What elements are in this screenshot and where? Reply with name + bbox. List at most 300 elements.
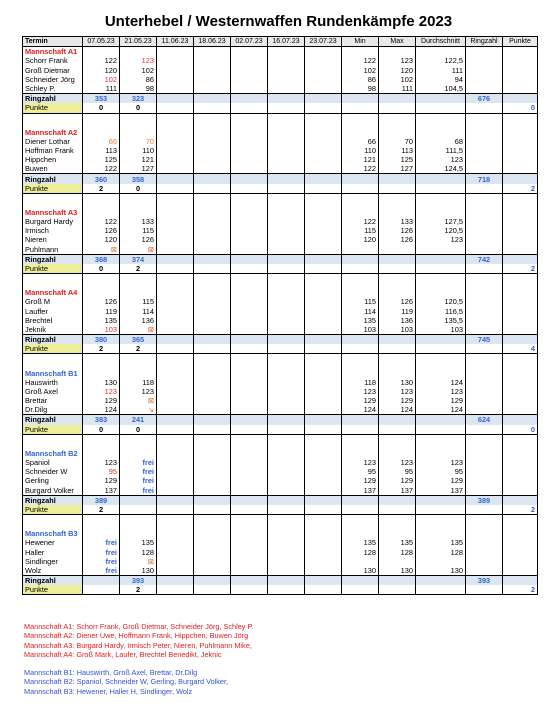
empty-cell [120, 274, 157, 289]
empty-cell [305, 449, 342, 458]
score-round-2: 115 [120, 297, 157, 306]
empty-cell [194, 434, 231, 449]
ringzahl-row [23, 174, 538, 184]
team-name: Mannschaft B2 [23, 449, 83, 458]
avg-value: 135,5 [416, 316, 466, 325]
header-cell: Min [342, 37, 379, 47]
empty-cell [416, 495, 466, 505]
player-row [23, 66, 538, 75]
empty-cell [379, 103, 416, 113]
player-name: Jeknik [23, 325, 83, 335]
empty-cell [503, 288, 538, 297]
empty-cell [194, 405, 231, 415]
empty-cell [466, 235, 503, 244]
empty-cell [194, 566, 231, 576]
score-round-2: ⊠ [120, 396, 157, 405]
empty-cell [466, 66, 503, 75]
empty-cell [194, 495, 231, 505]
empty-cell [466, 264, 503, 274]
empty-cell [231, 538, 268, 547]
spacer-row [23, 193, 538, 208]
min-value: 123 [342, 387, 379, 396]
empty-cell [342, 128, 379, 137]
empty-cell [466, 354, 503, 369]
score-round-2: 121 [120, 155, 157, 164]
max-value: 124 [379, 405, 416, 415]
empty-cell [379, 515, 416, 530]
header-cell: 21.05.23 [120, 37, 157, 47]
empty-cell [268, 415, 305, 425]
score-round-1: 111 [83, 84, 120, 94]
empty-cell [416, 425, 466, 435]
empty-cell [379, 335, 416, 345]
empty-cell [157, 344, 194, 354]
page-title: Unterhebel / Westernwaffen Rundenkämpfe 2023 [104, 13, 453, 30]
empty-cell [466, 325, 503, 335]
score-round-1: 129 [83, 476, 120, 485]
empty-cell [416, 368, 466, 377]
empty-cell [416, 529, 466, 538]
empty-cell [157, 538, 194, 547]
avg-value: 124 [416, 378, 466, 387]
empty-cell [305, 557, 342, 566]
empty-cell [157, 325, 194, 335]
empty-cell [379, 193, 416, 208]
empty-cell [194, 557, 231, 566]
empty-cell [466, 155, 503, 164]
score-round-2: 123 [120, 387, 157, 396]
player-name: Diener Lothar [23, 137, 83, 146]
punkte-round-2: 2 [120, 344, 157, 354]
score-round-2: ⊠ [120, 325, 157, 335]
score-round-1: 124 [83, 405, 120, 415]
empty-cell [268, 557, 305, 566]
punkte-round-2 [120, 505, 157, 515]
empty-cell [379, 354, 416, 369]
empty-cell [268, 316, 305, 325]
ringzahl-label: Ringzahl [23, 254, 83, 264]
empty-cell [466, 184, 503, 194]
empty-cell [120, 515, 157, 530]
empty-cell [157, 103, 194, 113]
empty-cell [83, 274, 120, 289]
player-row [23, 396, 538, 405]
header-cell: Ringzahl [466, 37, 503, 47]
empty-cell [466, 505, 503, 515]
empty-cell [231, 254, 268, 264]
empty-cell [503, 529, 538, 538]
max-value [379, 557, 416, 566]
avg-value [416, 557, 466, 566]
max-value: 126 [379, 235, 416, 244]
punkte-total: 2 [503, 264, 538, 274]
player-row [23, 307, 538, 316]
empty-cell [305, 56, 342, 65]
empty-cell [342, 449, 379, 458]
empty-cell [503, 325, 538, 335]
empty-cell [194, 425, 231, 435]
min-value: 129 [342, 476, 379, 485]
empty-cell [416, 415, 466, 425]
empty-cell [466, 103, 503, 113]
empty-cell [268, 378, 305, 387]
score-round-2: frei [120, 458, 157, 467]
min-value: 103 [342, 325, 379, 335]
empty-cell [157, 193, 194, 208]
ringzahl-label: Ringzahl [23, 94, 83, 104]
empty-cell [305, 193, 342, 208]
max-value: 70 [379, 137, 416, 146]
score-round-1: frei [83, 538, 120, 547]
avg-value: 123 [416, 155, 466, 164]
empty-cell [379, 434, 416, 449]
min-value: 135 [342, 538, 379, 547]
empty-cell [379, 368, 416, 377]
player-name: Brettar [23, 396, 83, 405]
spacer-row [23, 274, 538, 289]
ringzahl-total: 745 [466, 335, 503, 345]
player-row [23, 387, 538, 396]
empty-cell [83, 449, 120, 458]
punkte-total: 0 [503, 425, 538, 435]
empty-cell [466, 344, 503, 354]
team-title-row [23, 47, 538, 57]
avg-value: 68 [416, 137, 466, 146]
empty-cell [194, 208, 231, 217]
empty-cell [305, 245, 342, 255]
empty-cell [120, 449, 157, 458]
empty-cell [157, 297, 194, 306]
empty-cell [305, 576, 342, 586]
empty-cell [305, 486, 342, 496]
empty-cell [194, 245, 231, 255]
avg-value: 123 [416, 235, 466, 244]
min-value: 130 [342, 566, 379, 576]
empty-cell [23, 354, 83, 369]
empty-cell [466, 193, 503, 208]
legend-line: Mannschaft B1: Hauswirth, Groß Axel, Brettar, Dr.Dilg [24, 668, 198, 678]
avg-value [416, 245, 466, 255]
empty-cell [342, 264, 379, 274]
empty-cell [466, 515, 503, 530]
empty-cell [503, 557, 538, 566]
player-name: Gerling [23, 476, 83, 485]
empty-cell [268, 84, 305, 94]
empty-cell [305, 529, 342, 538]
score-round-2: 70 [120, 137, 157, 146]
empty-cell [231, 378, 268, 387]
score-round-1: 119 [83, 307, 120, 316]
empty-cell [23, 515, 83, 530]
empty-cell [194, 396, 231, 405]
empty-cell [342, 254, 379, 264]
empty-cell [305, 307, 342, 316]
empty-cell [379, 288, 416, 297]
score-round-2: 136 [120, 316, 157, 325]
empty-cell [194, 288, 231, 297]
empty-cell [305, 495, 342, 505]
min-value: 66 [342, 137, 379, 146]
punkte-round-2: 2 [120, 264, 157, 274]
empty-cell [194, 226, 231, 235]
empty-cell [231, 449, 268, 458]
max-value: 111 [379, 84, 416, 94]
player-row [23, 164, 538, 174]
header-cell: 23.07.23 [305, 37, 342, 47]
empty-cell [194, 538, 231, 547]
ring-round-1: 389 [83, 495, 120, 505]
empty-cell [194, 264, 231, 274]
empty-cell [231, 396, 268, 405]
empty-cell [268, 387, 305, 396]
min-value: 95 [342, 467, 379, 476]
empty-cell [231, 576, 268, 586]
empty-cell [194, 529, 231, 538]
player-row [23, 146, 538, 155]
empty-cell [342, 434, 379, 449]
score-round-1: 66 [83, 137, 120, 146]
empty-cell [466, 434, 503, 449]
empty-cell [305, 137, 342, 146]
score-round-1: 129 [83, 396, 120, 405]
empty-cell [305, 458, 342, 467]
player-name: Sindlinger [23, 557, 83, 566]
empty-cell [194, 325, 231, 335]
score-round-1: frei [83, 566, 120, 576]
empty-cell [157, 155, 194, 164]
empty-cell [342, 184, 379, 194]
empty-cell [342, 335, 379, 345]
avg-value: 129 [416, 476, 466, 485]
empty-cell [194, 94, 231, 104]
empty-cell [194, 316, 231, 325]
header-cell: Punkte [503, 37, 538, 47]
ring-round-2: 358 [120, 174, 157, 184]
empty-cell [503, 66, 538, 75]
empty-cell [466, 405, 503, 415]
score-round-1: frei [83, 557, 120, 566]
avg-value: 123 [416, 387, 466, 396]
avg-value: 111 [416, 66, 466, 75]
empty-cell [342, 174, 379, 184]
empty-cell [305, 75, 342, 84]
empty-cell [194, 335, 231, 345]
empty-cell [157, 307, 194, 316]
header-cell: 11.06.23 [157, 37, 194, 47]
empty-cell [268, 208, 305, 217]
empty-cell [194, 354, 231, 369]
empty-cell [157, 184, 194, 194]
empty-cell [503, 56, 538, 65]
max-value: 127 [379, 164, 416, 174]
empty-cell [305, 425, 342, 435]
empty-cell [157, 566, 194, 576]
min-value: 114 [342, 307, 379, 316]
empty-cell [157, 434, 194, 449]
punkte-label: Punkte [23, 344, 83, 354]
empty-cell [503, 84, 538, 94]
empty-cell [231, 84, 268, 94]
player-name: Spaniol [23, 458, 83, 467]
score-round-1: 103 [83, 325, 120, 335]
empty-cell [416, 335, 466, 345]
empty-cell [157, 335, 194, 345]
empty-cell [416, 184, 466, 194]
empty-cell [268, 297, 305, 306]
empty-cell [231, 264, 268, 274]
score-round-1: 122 [83, 164, 120, 174]
header-cell: 02.07.23 [231, 37, 268, 47]
empty-cell [503, 458, 538, 467]
empty-cell [305, 288, 342, 297]
empty-cell [194, 235, 231, 244]
empty-cell [416, 208, 466, 217]
empty-cell [194, 415, 231, 425]
empty-cell [194, 449, 231, 458]
score-round-1: 137 [83, 486, 120, 496]
empty-cell [416, 515, 466, 530]
empty-cell [416, 94, 466, 104]
player-name: Dr.Dilg [23, 405, 83, 415]
ringzahl-label: Ringzahl [23, 495, 83, 505]
empty-cell [268, 184, 305, 194]
empty-cell [379, 47, 416, 57]
empty-cell [503, 434, 538, 449]
empty-cell [268, 193, 305, 208]
punkte-total: 0 [503, 103, 538, 113]
avg-value: 135 [416, 538, 466, 547]
punkte-round-1: 0 [83, 425, 120, 435]
empty-cell [268, 449, 305, 458]
player-name: Brechtel [23, 316, 83, 325]
empty-cell [466, 486, 503, 496]
header-cell: 07.05.23 [83, 37, 120, 47]
empty-cell [194, 254, 231, 264]
empty-cell [120, 354, 157, 369]
empty-cell [379, 344, 416, 354]
empty-cell [83, 288, 120, 297]
empty-cell [466, 84, 503, 94]
ringzahl-total: 742 [466, 254, 503, 264]
empty-cell [231, 174, 268, 184]
score-round-1: 95 [83, 467, 120, 476]
ringzahl-total: 676 [466, 94, 503, 104]
avg-value: 111,5 [416, 146, 466, 155]
ring-round-1: 368 [83, 254, 120, 264]
score-round-1: 126 [83, 297, 120, 306]
empty-cell [379, 94, 416, 104]
punkte-row [23, 344, 538, 354]
empty-cell [83, 434, 120, 449]
punkte-round-1 [83, 585, 120, 595]
empty-cell [194, 505, 231, 515]
legend-line: Mannschaft A3: Burgard Hardy, Irmisch Peter, Nieren, Puhlmann Mike, [24, 640, 252, 650]
empty-cell [305, 146, 342, 155]
empty-cell [231, 297, 268, 306]
empty-cell [268, 155, 305, 164]
empty-cell [268, 254, 305, 264]
empty-cell [466, 245, 503, 255]
empty-cell [503, 274, 538, 289]
player-name: Hoffman Frank [23, 146, 83, 155]
empty-cell [268, 538, 305, 547]
empty-cell [231, 146, 268, 155]
team-name: Mannschaft B1 [23, 368, 83, 377]
avg-value: 127,5 [416, 217, 466, 226]
score-round-2: frei [120, 476, 157, 485]
empty-cell [503, 208, 538, 217]
empty-cell [157, 576, 194, 586]
empty-cell [157, 486, 194, 496]
empty-cell [416, 449, 466, 458]
empty-cell [268, 56, 305, 65]
empty-cell [503, 113, 538, 128]
empty-cell [194, 164, 231, 174]
player-row [23, 557, 538, 566]
empty-cell [503, 155, 538, 164]
empty-cell [503, 467, 538, 476]
empty-cell [466, 538, 503, 547]
empty-cell [231, 66, 268, 75]
player-row [23, 547, 538, 556]
empty-cell [157, 56, 194, 65]
empty-cell [305, 505, 342, 515]
empty-cell [157, 208, 194, 217]
empty-cell [416, 354, 466, 369]
max-value: 130 [379, 378, 416, 387]
score-round-1: 123 [83, 458, 120, 467]
empty-cell [305, 538, 342, 547]
empty-cell [342, 495, 379, 505]
punkte-total: 4 [503, 344, 538, 354]
score-round-1: 122 [83, 56, 120, 65]
max-value: 125 [379, 155, 416, 164]
empty-cell [23, 113, 83, 128]
empty-cell [466, 378, 503, 387]
score-round-2: 110 [120, 146, 157, 155]
empty-cell [268, 585, 305, 595]
empty-cell [157, 174, 194, 184]
avg-value: 95 [416, 467, 466, 476]
player-row [23, 137, 538, 146]
empty-cell [342, 529, 379, 538]
header-cell: 18.06.23 [194, 37, 231, 47]
punkte-label: Punkte [23, 103, 83, 113]
empty-cell [416, 128, 466, 137]
empty-cell [466, 387, 503, 396]
avg-value: 129 [416, 396, 466, 405]
empty-cell [466, 585, 503, 595]
empty-cell [342, 515, 379, 530]
empty-cell [503, 307, 538, 316]
empty-cell [231, 476, 268, 485]
empty-cell [268, 245, 305, 255]
min-value: 86 [342, 75, 379, 84]
empty-cell [268, 576, 305, 586]
ringzahl-total: 718 [466, 174, 503, 184]
empty-cell [268, 174, 305, 184]
score-round-1: 125 [83, 155, 120, 164]
player-name: Schley P. [23, 84, 83, 94]
empty-cell [157, 557, 194, 566]
max-value: 128 [379, 547, 416, 556]
empty-cell [268, 396, 305, 405]
empty-cell [503, 245, 538, 255]
empty-cell [305, 476, 342, 485]
min-value [342, 557, 379, 566]
empty-cell [231, 164, 268, 174]
empty-cell [466, 128, 503, 137]
